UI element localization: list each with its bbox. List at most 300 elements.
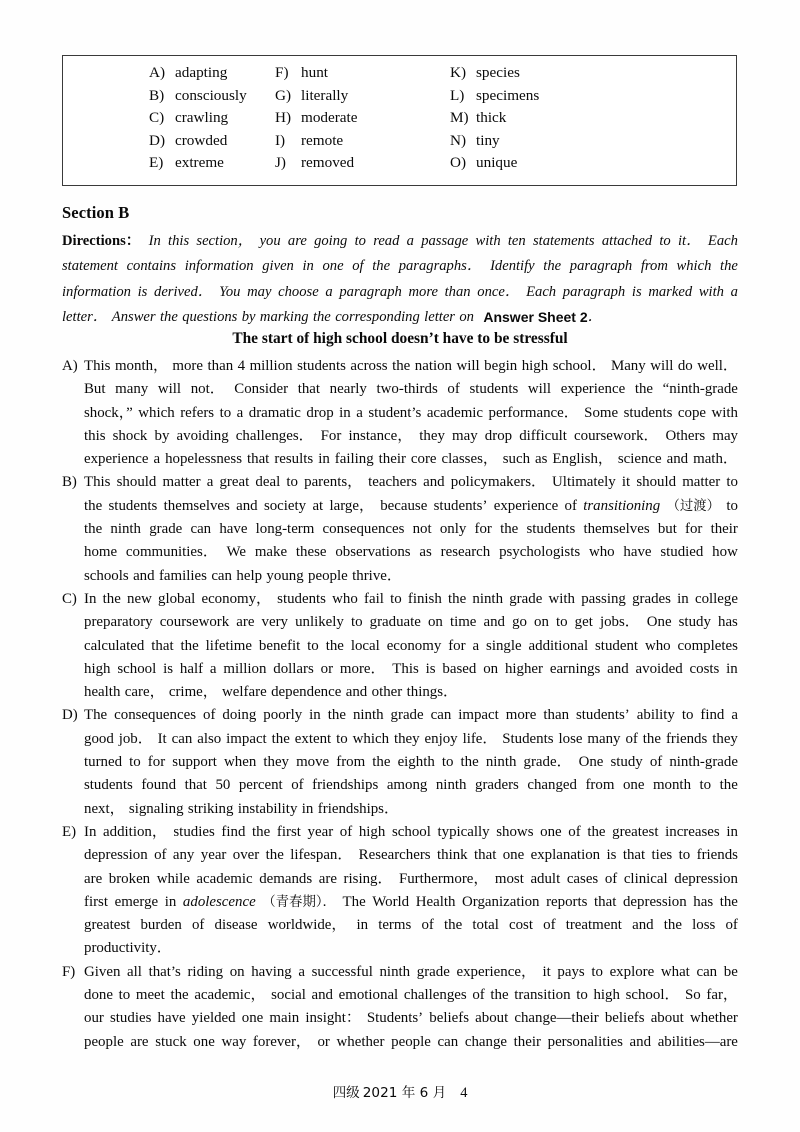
word-bank-option-key: F) (275, 64, 289, 81)
paragraph-word: matter (682, 474, 721, 491)
paragraph-word: get (574, 614, 593, 631)
word-bank-option[interactable] (63, 110, 275, 125)
paragraph-word: teachers (368, 474, 417, 491)
paragraph-word: is (163, 660, 174, 677)
paragraph-word: studies (110, 1010, 152, 1027)
word-bank-option-word: remote (301, 131, 344, 149)
paragraph-word: that (184, 777, 207, 794)
paragraph-word: main (269, 1010, 300, 1027)
directions-line (62, 280, 738, 305)
paragraph-word: these (295, 544, 327, 561)
paragraph-line (84, 658, 738, 681)
paragraph-line (84, 937, 738, 960)
paragraph-word: society (263, 497, 307, 514)
paragraph-word: One (646, 614, 672, 631)
passage-paragraph (62, 704, 738, 820)
paragraph-word: and (311, 987, 333, 1004)
paragraph-word: additional (528, 637, 589, 654)
word-bank-option[interactable] (450, 110, 650, 125)
paragraph-word: parents， (304, 474, 363, 491)
paragraph-word: Consider (234, 381, 289, 398)
paragraph-word: to (129, 754, 141, 771)
paragraph-word: of (339, 823, 353, 840)
paragraph-word: of (543, 917, 556, 934)
paragraph-word: This (84, 358, 111, 374)
paragraph-line (84, 868, 738, 891)
paragraph-word: as (419, 544, 432, 561)
word-bank-option-key: H) (275, 109, 292, 127)
directions-word: statement (62, 258, 118, 275)
word-bank-option-key: E) (149, 154, 164, 172)
paragraph-word: social (271, 987, 306, 1004)
paragraph-word: 4 (237, 358, 246, 374)
paragraph-line (84, 844, 738, 867)
paragraph-word: a (472, 637, 480, 654)
paragraph-word: should (116, 474, 157, 491)
paragraph-word: do (677, 358, 693, 374)
paragraph-word: completes (677, 637, 738, 654)
paragraph-word: of (421, 917, 434, 934)
paragraph-word: welfare (222, 684, 267, 701)
word-bank-option-key: J) (275, 154, 286, 172)
directions-word: letter． (62, 308, 108, 325)
paragraph-word: friends (665, 730, 708, 747)
paragraph-word: while (156, 870, 190, 887)
paragraph-word: to (441, 754, 454, 771)
paragraph-word: shows (496, 823, 534, 840)
directions-word: read (373, 233, 400, 249)
word-bank-option-key: I) (275, 131, 286, 149)
paragraph-word: shock，” (84, 404, 133, 421)
paragraph-word: avoiding (176, 427, 229, 444)
paragraph-word: high (593, 987, 620, 1004)
paragraph-word: depression (622, 893, 687, 910)
paragraph-line (84, 378, 738, 401)
paragraph-word: one (540, 823, 562, 840)
directions-word: the (720, 258, 738, 275)
paragraph-word: and (607, 660, 629, 677)
paragraph-word: of (447, 381, 460, 398)
paragraph-word: one (622, 777, 645, 794)
paragraph-word: has (718, 614, 738, 631)
paragraph-word: are (318, 870, 337, 887)
word-bank-row (63, 110, 736, 133)
paragraph-line (84, 681, 738, 704)
paragraph-word: explanation (530, 847, 601, 864)
paragraph-word: over (232, 847, 260, 864)
paragraph-word: extent (294, 730, 332, 747)
paragraph-word: grade (149, 521, 183, 538)
paragraph-word: or (320, 660, 334, 677)
paragraph-word: their (513, 1033, 541, 1050)
directions-word: Each (526, 283, 557, 300)
paragraph-line (84, 518, 738, 541)
paragraph-word: greatest (84, 917, 131, 934)
word-bank-option[interactable] (63, 133, 275, 148)
paragraph-word: and (632, 917, 654, 934)
paragraph-word: the (180, 637, 199, 654)
paragraph-word: on (534, 614, 549, 631)
paragraph-word: to (118, 987, 131, 1004)
paragraph-word: communities． (125, 544, 218, 561)
paragraph-word: passing (581, 590, 626, 607)
word-bank-option[interactable] (275, 133, 450, 148)
paragraph-word: grade． (523, 754, 572, 771)
paragraph-line (84, 402, 738, 425)
paragraph-word: for (685, 521, 703, 538)
paragraph-word: finish (407, 590, 442, 607)
paragraph-word: many (115, 381, 149, 398)
paragraph-word: year (200, 847, 227, 864)
word-bank-option-key: D) (149, 131, 166, 149)
paragraph-word: clinical (623, 870, 668, 887)
directions-word: questions (182, 308, 238, 325)
paragraph-word: make (254, 544, 288, 561)
footer-date: 2021 年 6 月 (362, 1085, 447, 1101)
paragraph-word: graders (475, 777, 519, 794)
paragraph-word: people (84, 1033, 124, 1050)
paragraph-word: for (448, 637, 466, 654)
word-bank-option[interactable] (450, 65, 650, 80)
paragraph-word: that (297, 381, 321, 398)
word-bank-option-key: G) (275, 86, 292, 104)
paragraph-word: by (154, 427, 170, 444)
paragraph-word: find (700, 707, 725, 724)
word-bank-option[interactable] (63, 88, 275, 103)
paragraph-word: experience (84, 451, 149, 468)
directions-label: Directions： (62, 233, 141, 249)
directions-word: Identify (490, 258, 535, 275)
paragraph-word: of (625, 730, 638, 747)
paragraph-word: next， (84, 800, 125, 817)
paragraph-word: challenges (403, 987, 467, 1004)
paragraph-word: failing (334, 451, 374, 468)
paragraph-word: grades (632, 590, 671, 607)
paragraph-word: the (252, 823, 271, 840)
paragraph-word: students (297, 358, 346, 374)
paragraph-word: is (606, 847, 617, 864)
passage-paragraph (62, 355, 738, 471)
paragraph-word: instance， (348, 427, 413, 444)
paragraph-word: challenges． (235, 427, 314, 444)
paragraph-word: research (440, 544, 491, 561)
page-footer (0, 1081, 800, 1102)
directions-word: it． (677, 233, 701, 249)
paragraph-word: year (307, 823, 334, 840)
paragraph-word: health (84, 684, 121, 701)
paragraph-word: find (221, 823, 246, 840)
paragraph-word: insight： (305, 1010, 361, 1027)
paragraph-word: friendships (312, 777, 379, 794)
paragraph-word: English， (552, 451, 613, 468)
word-bank-option[interactable] (450, 133, 650, 148)
word-bank-option-word: species (476, 64, 520, 81)
paragraph-word: graduate (369, 614, 421, 631)
paragraph-word: across (350, 358, 388, 374)
paragraph-word: thrive． (352, 567, 402, 584)
paragraph-word: loss (692, 917, 716, 934)
directions-word: paragraph (562, 283, 626, 300)
paragraph-word: addition， (103, 823, 167, 840)
word-bank-option-word: moderate (301, 109, 358, 127)
paragraph-word: science (617, 451, 662, 468)
paragraph-word: one (241, 1010, 264, 1027)
paragraph-text (84, 355, 738, 471)
paragraph-word: consequences (114, 707, 197, 724)
paragraph-word: month (652, 777, 692, 794)
word-bank-option[interactable] (275, 110, 450, 125)
paragraph-word: change—their (514, 1010, 599, 1027)
paragraph-word: with (548, 590, 575, 607)
paragraph-word: to (219, 404, 232, 421)
paragraph-word: impact (458, 707, 499, 724)
paragraph-word: long-term (255, 521, 315, 538)
paragraph-word: a (298, 963, 305, 980)
paragraph-word: ninth (435, 777, 467, 794)
paragraph-word: school (391, 823, 431, 840)
paragraph-word: the (448, 590, 467, 607)
paragraph-word: because (380, 497, 428, 514)
paragraph-word: ninth (379, 963, 411, 980)
paragraph-word: One (578, 754, 604, 771)
paragraph-line (84, 611, 738, 634)
directions-line (62, 254, 738, 279)
paragraph-word: the (84, 521, 103, 538)
paragraph-word: fail (364, 590, 384, 607)
paragraph-word: of (649, 754, 663, 771)
paragraph-line (84, 891, 738, 914)
paragraph-word: performance． (488, 404, 579, 421)
paragraph-word: all (127, 963, 142, 980)
paragraph-word: instability (237, 800, 298, 817)
paragraph-word: things． (406, 684, 458, 701)
paragraph-word: begin (484, 358, 518, 374)
answer-sheet-reference: Answer Sheet 2 (483, 308, 588, 325)
word-bank-option[interactable] (450, 88, 650, 103)
paragraph-word: demands (259, 870, 313, 887)
paragraph-word: student (595, 637, 639, 654)
paragraph-word: school (117, 660, 157, 677)
paragraph-word: other (371, 684, 403, 701)
paragraph-word: ninth (472, 590, 504, 607)
paragraph-word: This (84, 474, 111, 491)
paragraph-word: of (568, 823, 581, 840)
paragraph-word: abilities—are (657, 1033, 738, 1050)
paragraph-word: that’s (148, 963, 181, 980)
paragraph-word: treatment (565, 917, 622, 934)
word-bank-option-key: N) (450, 131, 467, 149)
paragraph-word: half (179, 660, 204, 677)
paragraph-word: having (251, 963, 292, 980)
directions-word: more (408, 283, 438, 300)
word-bank-row (63, 88, 736, 111)
paragraph-word: our (84, 1010, 104, 1027)
paragraph-word: rising． (343, 870, 393, 887)
paragraph-word: whether (689, 1010, 738, 1027)
paragraph-word: one (193, 1033, 215, 1050)
paragraph-word: go (512, 614, 527, 631)
paragraph-word: when (224, 754, 257, 771)
paragraph-word: to (591, 963, 603, 980)
paragraph-word: are (130, 1033, 149, 1050)
paragraph-word: school． (552, 358, 607, 374)
paragraph-word: academic (196, 870, 253, 887)
paragraph-word: ability (636, 707, 675, 724)
directions-word: a (730, 283, 738, 300)
paragraph-word: experience， (456, 963, 536, 980)
directions-word: In (148, 233, 161, 249)
paragraph-word: or (317, 1033, 330, 1050)
directions-word: attached (601, 233, 653, 249)
word-bank-option[interactable] (275, 65, 450, 80)
paragraph-word: a (153, 451, 161, 468)
paragraph-word: the (719, 893, 738, 910)
paragraph-word: as (535, 451, 548, 468)
paragraph-word: among (386, 777, 428, 794)
paragraph-word: on (483, 660, 499, 677)
paragraph-word: crime， (168, 684, 218, 701)
paragraph-word: not． (190, 381, 225, 398)
paragraph-word: study (678, 614, 711, 631)
paragraph-word: the (642, 730, 661, 747)
paragraph-word: Organization (462, 893, 540, 910)
paragraph-word: should (636, 474, 677, 491)
paragraph-word: job． (118, 730, 153, 747)
paragraph-word: what (660, 963, 690, 980)
paragraph-word: drop (306, 404, 334, 421)
word-bank-option-word: adapting (175, 64, 228, 81)
paragraph-word: but (657, 521, 677, 538)
glossed-term: transitioning (583, 497, 661, 514)
paragraph-word: and (236, 497, 258, 514)
paragraph-word: earnings (549, 660, 601, 677)
paragraph-word: transition (514, 987, 571, 1004)
word-bank-option[interactable] (275, 88, 450, 103)
paragraph-word: higher (504, 660, 543, 677)
paragraph-word: unlikely (295, 614, 344, 631)
paragraph-word: that (246, 451, 270, 468)
paragraph-word: But (84, 381, 106, 398)
paragraph-word: successful (311, 963, 373, 980)
paragraph-word: students (526, 521, 576, 538)
paragraph-word: turned (84, 754, 123, 771)
paragraph-letter: F) (62, 963, 76, 980)
footer-page-number: 4 (460, 1085, 468, 1101)
paragraph-word: ties (651, 847, 673, 864)
word-bank-option-key: M) (450, 109, 469, 127)
paragraph-word: students (469, 381, 519, 398)
paragraph-word: emotional (338, 987, 399, 1004)
paragraph-word: changed (527, 777, 577, 794)
word-bank-option[interactable] (63, 65, 275, 80)
paragraph-word: themselves (163, 497, 230, 514)
word-bank-option[interactable] (275, 155, 450, 170)
paragraph-letter: B) (62, 474, 77, 491)
paragraph-word: will (650, 358, 674, 374)
paragraph-word: support (172, 754, 217, 771)
paragraph-word: It (157, 730, 167, 747)
directions-word: to (354, 233, 366, 249)
paragraph-word: meet (135, 987, 165, 1004)
paragraph-word: disease (214, 917, 258, 934)
word-bank-row (63, 133, 736, 156)
paragraph-line (84, 1007, 738, 1030)
paragraph-word: students (108, 497, 158, 514)
paragraph-line (84, 588, 738, 611)
paragraph-word: experience (493, 497, 559, 514)
paragraph-word: also (197, 730, 222, 747)
paragraph-word: explore (609, 963, 655, 980)
paragraph-line (84, 355, 738, 378)
paragraph-word: are (84, 870, 103, 887)
paragraph-word: reports (546, 893, 588, 910)
paragraph-word: economy (386, 637, 442, 654)
paragraph-word: has (693, 893, 714, 910)
paragraph-word: only (439, 521, 467, 538)
paragraph-word: who (644, 637, 671, 654)
directions-word: Answer (111, 308, 156, 325)
paragraph-word: in (164, 893, 177, 910)
paragraph-word: the (372, 754, 391, 771)
paragraph-word: of (472, 987, 485, 1004)
word-bank-option[interactable] (450, 155, 650, 170)
paragraph-word: typically (437, 823, 490, 840)
word-bank-option[interactable] (63, 155, 275, 170)
directions-word: derived． (154, 283, 213, 300)
paragraph-word: to (699, 777, 712, 794)
word-bank-option-key: K) (450, 64, 467, 81)
paragraph-word: they (263, 754, 289, 771)
paragraph-word: avoided (635, 660, 683, 677)
paragraph-word: depression (84, 847, 148, 864)
paragraph-word: the (460, 754, 479, 771)
paragraph-word: their (710, 521, 738, 538)
paragraph-word: Some (584, 404, 619, 421)
word-bank-option-word: thick (476, 109, 507, 127)
chinese-gloss: （青春期）． (262, 894, 336, 910)
paragraph-word: that (622, 847, 646, 864)
directions-word: is (631, 283, 642, 300)
word-bank-grid (63, 56, 736, 185)
directions-word: paragraph (569, 258, 633, 275)
paragraph-word: ninth (485, 754, 517, 771)
paragraph-word: be (723, 963, 738, 980)
paragraph-text (84, 821, 738, 961)
paragraph-word: their (378, 451, 406, 468)
directions-word: in (302, 258, 314, 275)
paragraph-word: life． (462, 730, 498, 747)
paragraph-word: can (171, 730, 193, 747)
paragraph-word: preparatory (84, 614, 153, 631)
paragraph-word: this (84, 427, 106, 444)
paragraph-line (84, 495, 738, 518)
paragraph-word: in (726, 660, 738, 677)
paragraph-word: classes， (441, 451, 498, 468)
paragraph-word: jobs． (599, 614, 640, 631)
paragraph-word: to (726, 474, 738, 491)
paragraph-line (84, 425, 738, 448)
paragraph-word: difficult (519, 427, 567, 444)
paragraph-word: depression (674, 870, 738, 887)
paragraph-word: results (274, 451, 314, 468)
paragraph-word: Furthermore， (398, 870, 489, 887)
paragraph-word: dollars (273, 660, 314, 677)
paragraph-word: think (436, 847, 468, 864)
paragraph-word: deal (255, 474, 281, 491)
paragraph-word: percent (238, 777, 283, 794)
paragraph-word: the (663, 917, 682, 934)
directions-word: choose (278, 283, 319, 300)
